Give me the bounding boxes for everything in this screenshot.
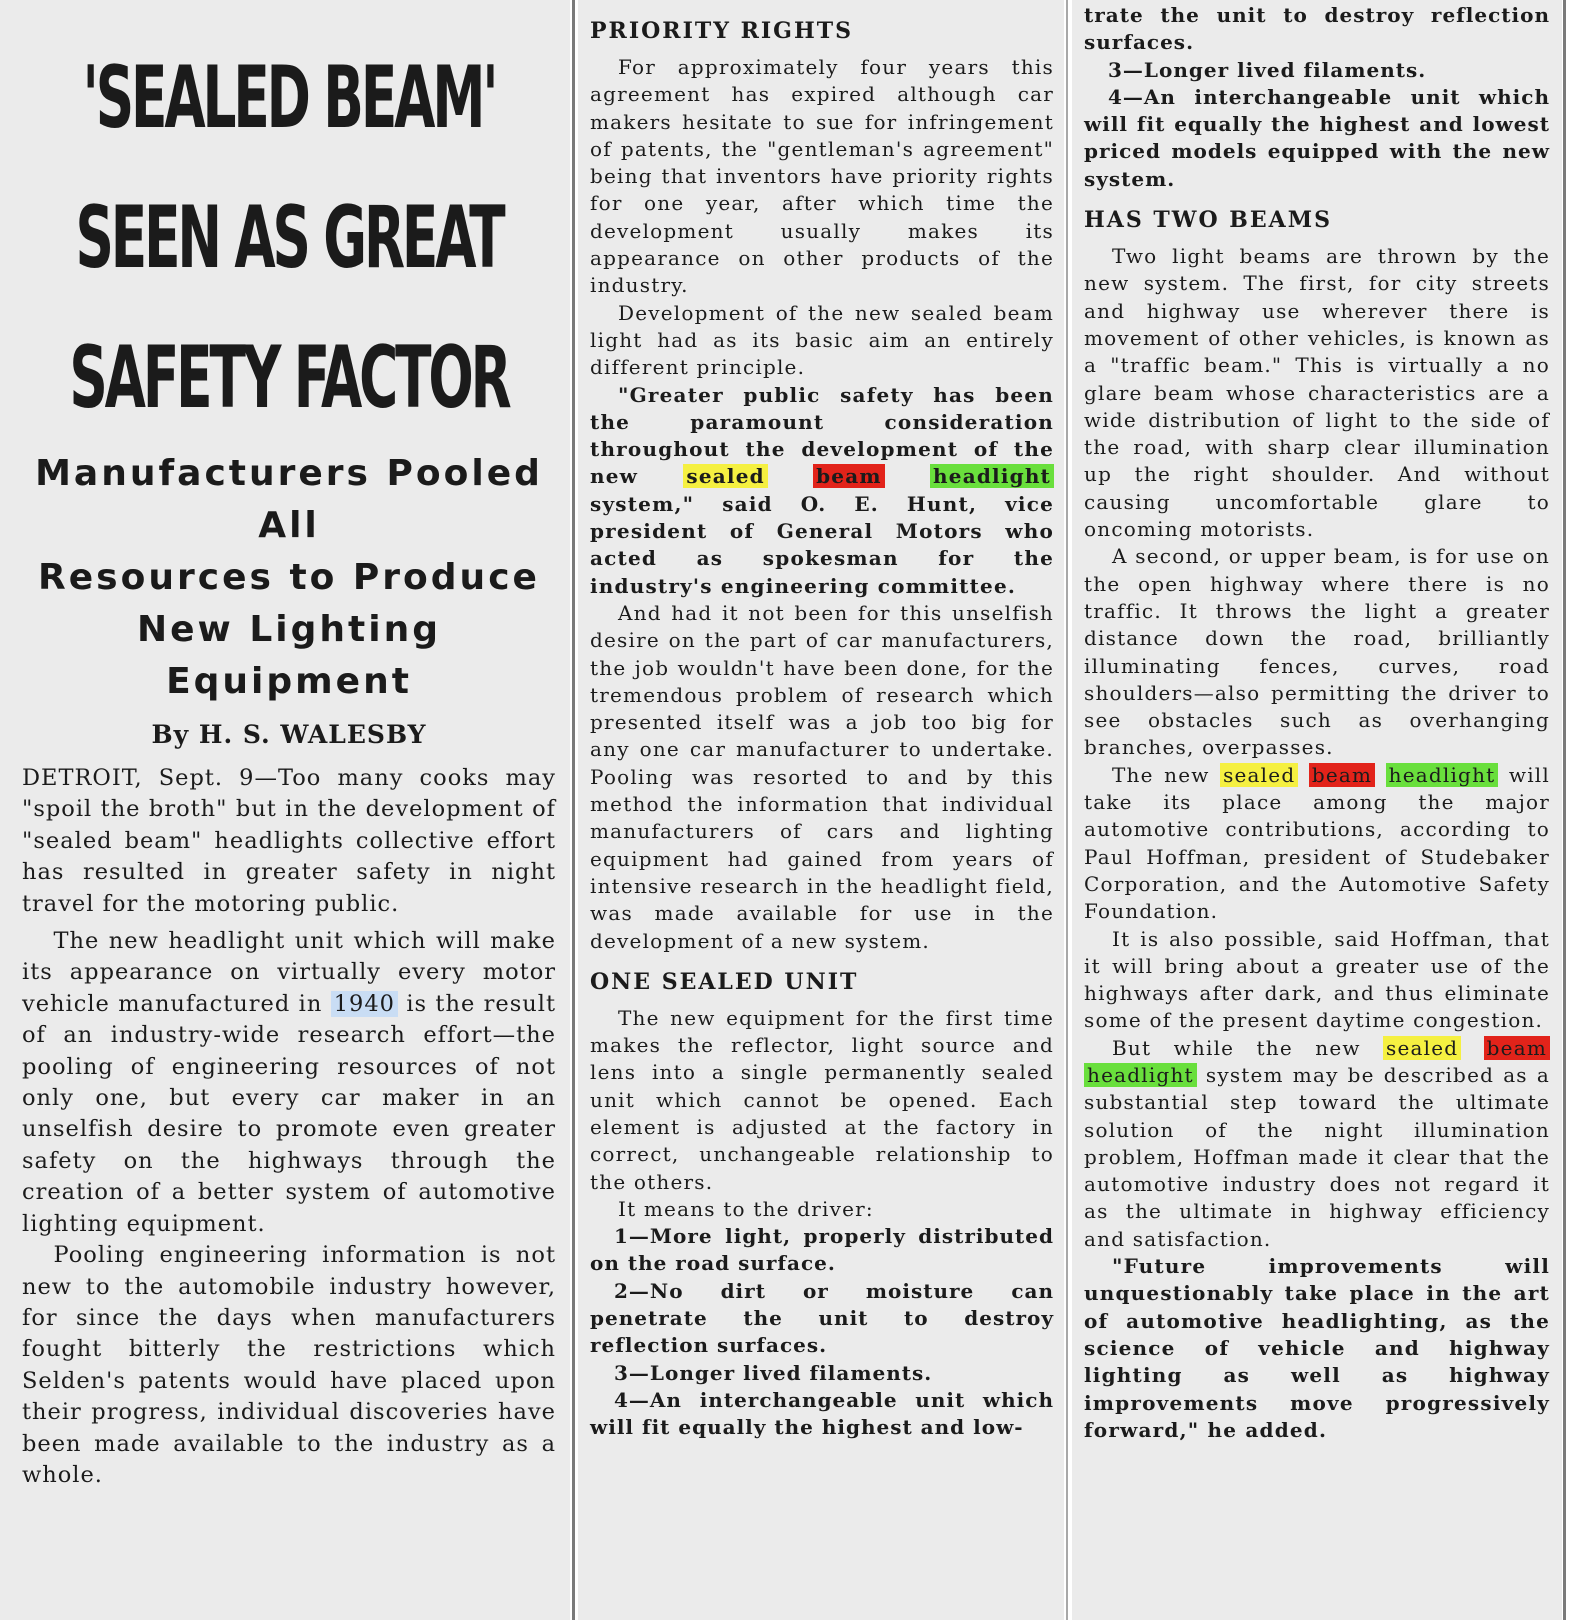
dateline-paragraph: DETROIT, Sept. 9—Too many cooks may "spoil the broth" but in the development of "sealed beam" headlights collective effort has resulted in greater safety in night travel for the motoring public. (22, 765, 556, 917)
column-2 (578, 0, 1064, 1620)
headline-line-3: SAFETY FACTOR (69, 328, 509, 428)
highlight-sealed: sealed (1383, 1036, 1461, 1060)
highlight-beam: beam (1309, 763, 1375, 787)
list-item: 4—An interchangeable unit which will fit equally the highest and lowest priced models equipped with the new system. (1084, 84, 1550, 191)
column-rule-1 (572, 0, 575, 1620)
list-item: 3—Longer lived filaments. (614, 1360, 933, 1385)
paragraph: For approximately four years this agreement has expired although car makers hesitate to sue for infringement of patents, the "gentleman's agreement" being that inventors have priority rights for one year, after which time the development usually makes its appearance on other products of the industry. (590, 55, 1054, 298)
text-run: The new (1112, 762, 1221, 787)
subhead-priority-rights: PRIORITY RIGHTS (590, 18, 853, 44)
paragraph: It is also possible, said Hoffman, that it will bring about a greater use of the highways after dark, and thus eliminate some of the present daytime congestion. (1084, 926, 1550, 1033)
paragraph: It means to the driver: (618, 1196, 874, 1221)
column-3 (1072, 0, 1562, 1620)
highlight-beam: beam (1484, 1036, 1550, 1060)
list-item: 3—Longer lived filaments. (1108, 57, 1427, 82)
highlight-sealed: sealed (683, 464, 767, 488)
quote-paragraph: "Future improvements will unquestionably take place in the art of automotive headlighting, as the science of vehicle and highway lighting as well as highway improvements move progressively forward," he added. (1084, 1254, 1550, 1442)
paragraph (1084, 762, 1550, 926)
paragraph: And had it not been for this unselfish desire on the part of car manufacturers, the job wouldn't have been done, for the tremendous problem of research which presented itself was a job too big for any one car manufacturer to undertake. Pooling was resorted to and by this method the information that individual manufacturers of cars and lighting equipment had gained from years of intensive research in the headlight field, was made available for use in the development of a new system. (590, 600, 1054, 953)
paragraph: Two light beams are thrown by the new system. The first, for city streets and highway use wherever there is movement of other vehicles, is known as a "traffic beam." This is virtually a no glare beam whose characteristics are a wide distribution of light to the side of the road, with sharp clear illumination up the right shoulder. And without causing uncomfortable glare to oncoming motorists. (1084, 244, 1550, 542)
paragraph: Pooling engineering information is not new to the automobile industry however, for since the days when manufacturers fought bitterly the restrictions which Selden's patents would have placed upon their progress, individual discoveries have been made available to the industry as a whole. (22, 1242, 556, 1488)
list-continuation: trate the unit to destroy reflection surfaces. (1084, 3, 1550, 55)
quote-paragraph (590, 382, 1054, 600)
text-run: will take its place among the major automotive contributions, according to Paul Hoffman, president of Studebaker Corporation, and the Automotive Safety Foundation. (1084, 762, 1550, 924)
right-rule (1563, 0, 1566, 1620)
deck-line-3: New Lighting Equipment (137, 609, 441, 702)
subhead-has-two-beams: HAS TWO BEAMS (1084, 207, 1332, 234)
paragraph: A second, or upper beam, is for use on the open highway where there is no traffic. It throws the light a greater distance down the road, brilliantly illuminating fences, curves, road shoulders—also permitting the driver to see obstacles such as overhanging branches, overpasses. (1084, 544, 1550, 760)
deck-line-2: Resources to Produce (38, 557, 540, 598)
list-item: 4—An interchangeable unit which will fit equally the highest and low- (590, 1387, 1054, 1440)
paragraph: Development of the new sealed beam light had as its basic aim an entirely different principle. (590, 300, 1054, 380)
headline-line-2: SEEN AS GREAT (75, 188, 503, 288)
text-run: The new headlight unit which will make its appearance on virtually every motor vehicle manufactured in (22, 928, 556, 1017)
text-run: is the result of an industry-wide research effort—the pooling of engineering resources of not only one, but every car maker in an unselfish desire to promote even greater safety on the highways through the creation of a better system of automotive lighting equipment. (22, 990, 556, 1237)
text-run: system may be described as a substantial step toward the ultimate solution of the night illumination problem, Hoffman made it clear that the automotive industry does not regard it as the ultimate in highway efficiency and satisfaction. (1084, 1062, 1550, 1251)
text-run: "Greater public safety has been the paramount consideration throughout the development of the new (590, 382, 1054, 489)
text-run: But while the new (1112, 1035, 1384, 1060)
highlight-year: 1940 (331, 991, 398, 1017)
headline-line-1: 'SEALED BEAM' (82, 48, 496, 148)
text-run: system," said O. E. Hunt, vice president of General Motors who acted as spokesman for the industry's engineering committee. (590, 491, 1054, 598)
subheadline (22, 448, 556, 708)
subhead-one-sealed-unit: ONE SEALED UNIT (590, 968, 859, 995)
highlight-sealed: sealed (1220, 763, 1298, 787)
highlight-beam: beam (813, 464, 885, 488)
list-item: 2—No dirt or moisture can penetrate the unit to destroy reflection surfaces. (590, 1278, 1054, 1358)
highlight-headlight: headlight (1084, 1063, 1197, 1087)
column-1 (0, 0, 570, 1620)
paragraph: The new equipment for the first time makes the reflector, light source and lens into a single permanently sealed unit which cannot be opened. Each element is adjusted at the factory in correct, unchangeable relationship to the others. (590, 1005, 1054, 1194)
list-item: 1—More light, properly distributed on the road surface. (590, 1224, 1054, 1276)
highlight-headlight: headlight (1386, 763, 1499, 787)
headline (69, 28, 509, 448)
deck-line-1: Manufacturers Pooled All (35, 453, 543, 546)
paragraph (1084, 1035, 1550, 1253)
highlight-headlight: headlight (930, 464, 1054, 488)
byline: By H. S. WALESBY (151, 720, 427, 749)
column-rule-2 (1066, 0, 1068, 1620)
paragraph (22, 926, 556, 1240)
